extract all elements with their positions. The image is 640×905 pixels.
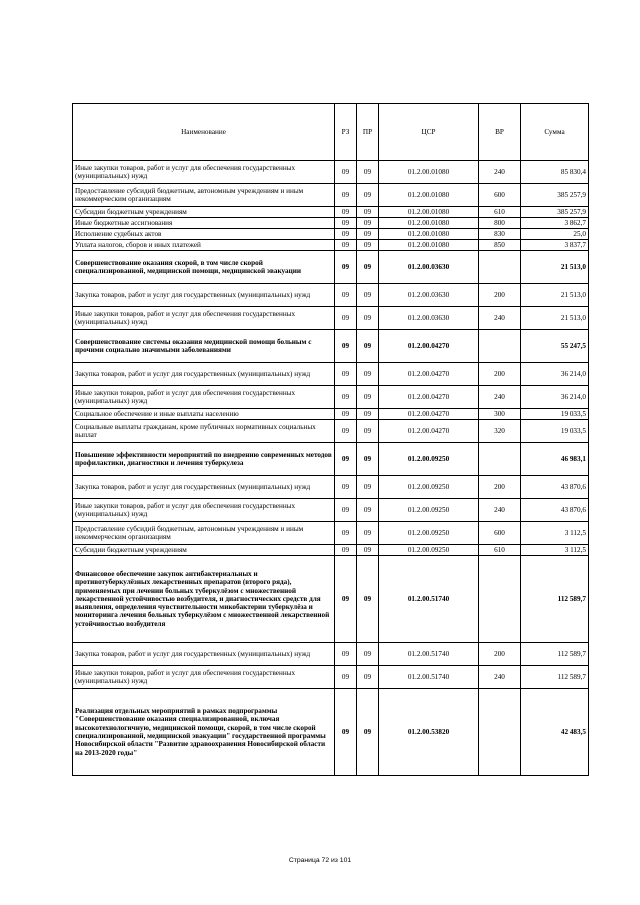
cell-csr: 01.2.00.09250 (379, 522, 479, 545)
table-row (73, 556, 589, 643)
cell-name: Исполнение судебных актов (73, 229, 335, 240)
cell-pr: 09 (357, 420, 379, 443)
cell-pr: 09 (357, 284, 379, 307)
cell-rz: 09 (335, 476, 357, 499)
cell-pr: 09 (357, 161, 379, 184)
cell-vr (479, 443, 521, 476)
cell-vr: 800 (479, 218, 521, 229)
cell-sum: 36 214,0 (521, 386, 589, 409)
cell-name: Закупка товаров, работ и услуг для государственных (муниципальных) нужд (73, 363, 335, 386)
cell-csr: 01.2.00.03630 (379, 251, 479, 284)
cell-vr (479, 556, 521, 643)
cell-name: Предоставление субсидий бюджетным, автономным учреждениям и иным некоммерческим организациям (73, 184, 335, 207)
cell-vr: 850 (479, 240, 521, 251)
cell-sum: 112 589,7 (521, 666, 589, 689)
cell-name: Реализация отдельных мероприятий в рамках подпрограммы "Совершенствование оказания специализированной, включая высокотехнологичную, медицинской помощи, скорой, в том числе скорой специализированной, медицинской эвакуации" государственной программы Новосибирской области "Развитие здравоохранения Новосибирской области на 2013-2020 годы" (73, 689, 335, 776)
cell-vr: 600 (479, 522, 521, 545)
table-row (73, 643, 589, 666)
cell-rz: 09 (335, 420, 357, 443)
cell-pr: 09 (357, 666, 379, 689)
cell-name: Иные закупки товаров, работ и услуг для обеспечения государственных (муниципальных) нужд (73, 499, 335, 522)
cell-rz: 09 (335, 284, 357, 307)
cell-csr: 01.2.00.09250 (379, 476, 479, 499)
cell-name: Закупка товаров, работ и услуг для государственных (муниципальных) нужд (73, 284, 335, 307)
cell-csr: 01.2.00.03630 (379, 307, 479, 330)
cell-vr: 240 (479, 666, 521, 689)
table-row (73, 218, 589, 229)
table-row (73, 184, 589, 207)
cell-vr: 320 (479, 420, 521, 443)
cell-pr: 09 (357, 499, 379, 522)
cell-name: Повышение эффективности мероприятий по внедрению современных методов профилактики, диагностики и лечения туберкулеза (73, 443, 335, 476)
cell-pr: 09 (357, 443, 379, 476)
cell-name: Предоставление субсидий бюджетным, автономным учреждениям и иным некоммерческим организациям (73, 522, 335, 545)
cell-name: Иные закупки товаров, работ и услуг для обеспечения государственных (муниципальных) нужд (73, 307, 335, 330)
cell-sum: 55 247,5 (521, 330, 589, 363)
header-pr: ПР (357, 104, 379, 161)
cell-csr: 01.2.00.04270 (379, 420, 479, 443)
cell-rz: 09 (335, 240, 357, 251)
cell-name: Социальное обеспечение и иные выплаты населению (73, 409, 335, 420)
cell-vr: 830 (479, 229, 521, 240)
cell-name: Совершенствование оказания скорой, в том числе скорой специализированной, медицинской помощи, медицинской эвакуации (73, 251, 335, 284)
table-row (73, 251, 589, 284)
table-row (73, 363, 589, 386)
cell-name: Иные закупки товаров, работ и услуг для обеспечения государственных (муниципальных) нужд (73, 666, 335, 689)
cell-rz: 09 (335, 689, 357, 776)
header-rz: РЗ (335, 104, 357, 161)
cell-name: Закупка товаров, работ и услуг для государственных (муниципальных) нужд (73, 476, 335, 499)
cell-csr: 01.2.00.01080 (379, 184, 479, 207)
cell-rz: 09 (335, 556, 357, 643)
cell-vr: 240 (479, 499, 521, 522)
cell-name: Уплата налогов, сборов и иных платежей (73, 240, 335, 251)
table-body (73, 161, 589, 776)
cell-rz: 09 (335, 184, 357, 207)
cell-pr: 09 (357, 307, 379, 330)
cell-sum: 42 483,5 (521, 689, 589, 776)
cell-vr (479, 251, 521, 284)
cell-sum: 46 983,1 (521, 443, 589, 476)
cell-sum: 3 837,7 (521, 240, 589, 251)
cell-pr: 09 (357, 251, 379, 284)
cell-csr: 01.2.00.04270 (379, 330, 479, 363)
table-row (73, 545, 589, 556)
cell-pr: 09 (357, 229, 379, 240)
page-number: Страница 72 из 101 (288, 857, 352, 864)
cell-name: Закупка товаров, работ и услуг для государственных (муниципальных) нужд (73, 643, 335, 666)
cell-sum: 112 589,7 (521, 643, 589, 666)
table-row (73, 420, 589, 443)
cell-name: Совершенствование системы оказания медицинской помощи больным с прочими социально значимыми заболеваниями (73, 330, 335, 363)
cell-sum: 36 214,0 (521, 363, 589, 386)
cell-vr (479, 689, 521, 776)
cell-pr: 09 (357, 409, 379, 420)
cell-rz: 09 (335, 545, 357, 556)
cell-sum: 85 830,4 (521, 161, 589, 184)
cell-vr (479, 330, 521, 363)
cell-rz: 09 (335, 666, 357, 689)
table-row (73, 330, 589, 363)
table-row (73, 689, 589, 776)
cell-csr: 01.2.00.09250 (379, 499, 479, 522)
table-row (73, 240, 589, 251)
header-name: Наименование (73, 104, 335, 161)
header-csr: ЦСР (379, 104, 479, 161)
cell-sum: 25,0 (521, 229, 589, 240)
cell-vr: 240 (479, 307, 521, 330)
cell-name: Социальные выплаты гражданам, кроме публичных нормативных социальных выплат (73, 420, 335, 443)
cell-rz: 09 (335, 443, 357, 476)
cell-sum: 19 033,5 (521, 409, 589, 420)
table-row (73, 443, 589, 476)
table-row (73, 207, 589, 218)
cell-vr: 300 (479, 409, 521, 420)
cell-vr: 600 (479, 184, 521, 207)
table-row (73, 499, 589, 522)
table-row (73, 476, 589, 499)
cell-csr: 01.2.00.01080 (379, 207, 479, 218)
cell-rz: 09 (335, 161, 357, 184)
cell-vr: 240 (479, 161, 521, 184)
cell-pr: 09 (357, 476, 379, 499)
cell-pr: 09 (357, 184, 379, 207)
cell-rz: 09 (335, 363, 357, 386)
cell-vr: 240 (479, 386, 521, 409)
cell-rz: 09 (335, 499, 357, 522)
cell-name: Иные закупки товаров, работ и услуг для обеспечения государственных (муниципальных) нужд (73, 386, 335, 409)
cell-sum: 385 257,9 (521, 207, 589, 218)
cell-name: Субсидии бюджетным учреждениям (73, 545, 335, 556)
cell-name: Субсидии бюджетным учреждениям (73, 207, 335, 218)
table-row (73, 666, 589, 689)
cell-sum: 43 870,6 (521, 476, 589, 499)
cell-rz: 09 (335, 522, 357, 545)
cell-pr: 09 (357, 643, 379, 666)
table-row (73, 409, 589, 420)
cell-sum: 19 033,5 (521, 420, 589, 443)
cell-pr: 09 (357, 689, 379, 776)
cell-csr: 01.2.00.01080 (379, 161, 479, 184)
cell-csr: 01.2.00.09250 (379, 443, 479, 476)
cell-name: Иные закупки товаров, работ и услуг для обеспечения государственных (муниципальных) нужд (73, 161, 335, 184)
cell-pr: 09 (357, 545, 379, 556)
cell-vr: 200 (479, 643, 521, 666)
cell-rz: 09 (335, 229, 357, 240)
cell-sum: 3 862,7 (521, 218, 589, 229)
cell-pr: 09 (357, 330, 379, 363)
cell-sum: 3 112,5 (521, 545, 589, 556)
cell-sum: 385 257,9 (521, 184, 589, 207)
cell-csr: 01.2.00.04270 (379, 409, 479, 420)
cell-pr: 09 (357, 363, 379, 386)
cell-sum: 21 513,0 (521, 307, 589, 330)
cell-rz: 09 (335, 330, 357, 363)
header-sum: Сумма (521, 104, 589, 161)
cell-pr: 09 (357, 386, 379, 409)
cell-csr: 01.2.00.04270 (379, 386, 479, 409)
cell-rz: 09 (335, 643, 357, 666)
cell-sum: 43 870,6 (521, 499, 589, 522)
cell-sum: 3 112,5 (521, 522, 589, 545)
cell-rz: 09 (335, 386, 357, 409)
cell-csr: 01.2.00.51740 (379, 643, 479, 666)
table-header-row (73, 104, 589, 161)
cell-csr: 01.2.00.01080 (379, 229, 479, 240)
cell-csr: 01.2.00.01080 (379, 218, 479, 229)
cell-csr: 01.2.00.51740 (379, 556, 479, 643)
cell-csr: 01.2.00.51740 (379, 666, 479, 689)
cell-sum: 21 513,0 (521, 251, 589, 284)
table-row (73, 522, 589, 545)
cell-csr: 01.2.00.53820 (379, 689, 479, 776)
cell-pr: 09 (357, 240, 379, 251)
cell-name: Иные бюджетные ассигнования (73, 218, 335, 229)
cell-sum: 112 589,7 (521, 556, 589, 643)
table-row (73, 161, 589, 184)
cell-vr: 200 (479, 284, 521, 307)
cell-csr: 01.2.00.04270 (379, 363, 479, 386)
table-row (73, 386, 589, 409)
cell-pr: 09 (357, 522, 379, 545)
cell-vr: 200 (479, 476, 521, 499)
cell-vr: 200 (479, 363, 521, 386)
table-row (73, 229, 589, 240)
cell-rz: 09 (335, 251, 357, 284)
table-row (73, 284, 589, 307)
cell-pr: 09 (357, 218, 379, 229)
cell-rz: 09 (335, 409, 357, 420)
cell-csr: 01.2.00.03630 (379, 284, 479, 307)
cell-csr: 01.2.00.01080 (379, 240, 479, 251)
cell-csr: 01.2.00.09250 (379, 545, 479, 556)
header-vr: ВР (479, 104, 521, 161)
cell-rz: 09 (335, 307, 357, 330)
budget-table (72, 103, 589, 776)
cell-pr: 09 (357, 556, 379, 643)
cell-name: Финансовое обеспечение закупок антибактериальных и противотуберкулёзных лекарственных препаратов (второго ряда), применяемых при лечении больных туберкулёзом с множественной лекарственной устойчивостью возбудителя, и диагностических средств для выявления, определения чувствительности микобактерии туберкулёза и мониторинга лечения больных туберкулёзом с множественной лекарственной устойчивостью возбудителя (73, 556, 335, 643)
cell-rz: 09 (335, 207, 357, 218)
cell-vr: 610 (479, 545, 521, 556)
cell-rz: 09 (335, 218, 357, 229)
cell-vr: 610 (479, 207, 521, 218)
cell-sum: 21 513,0 (521, 284, 589, 307)
table-row (73, 307, 589, 330)
cell-pr: 09 (357, 207, 379, 218)
